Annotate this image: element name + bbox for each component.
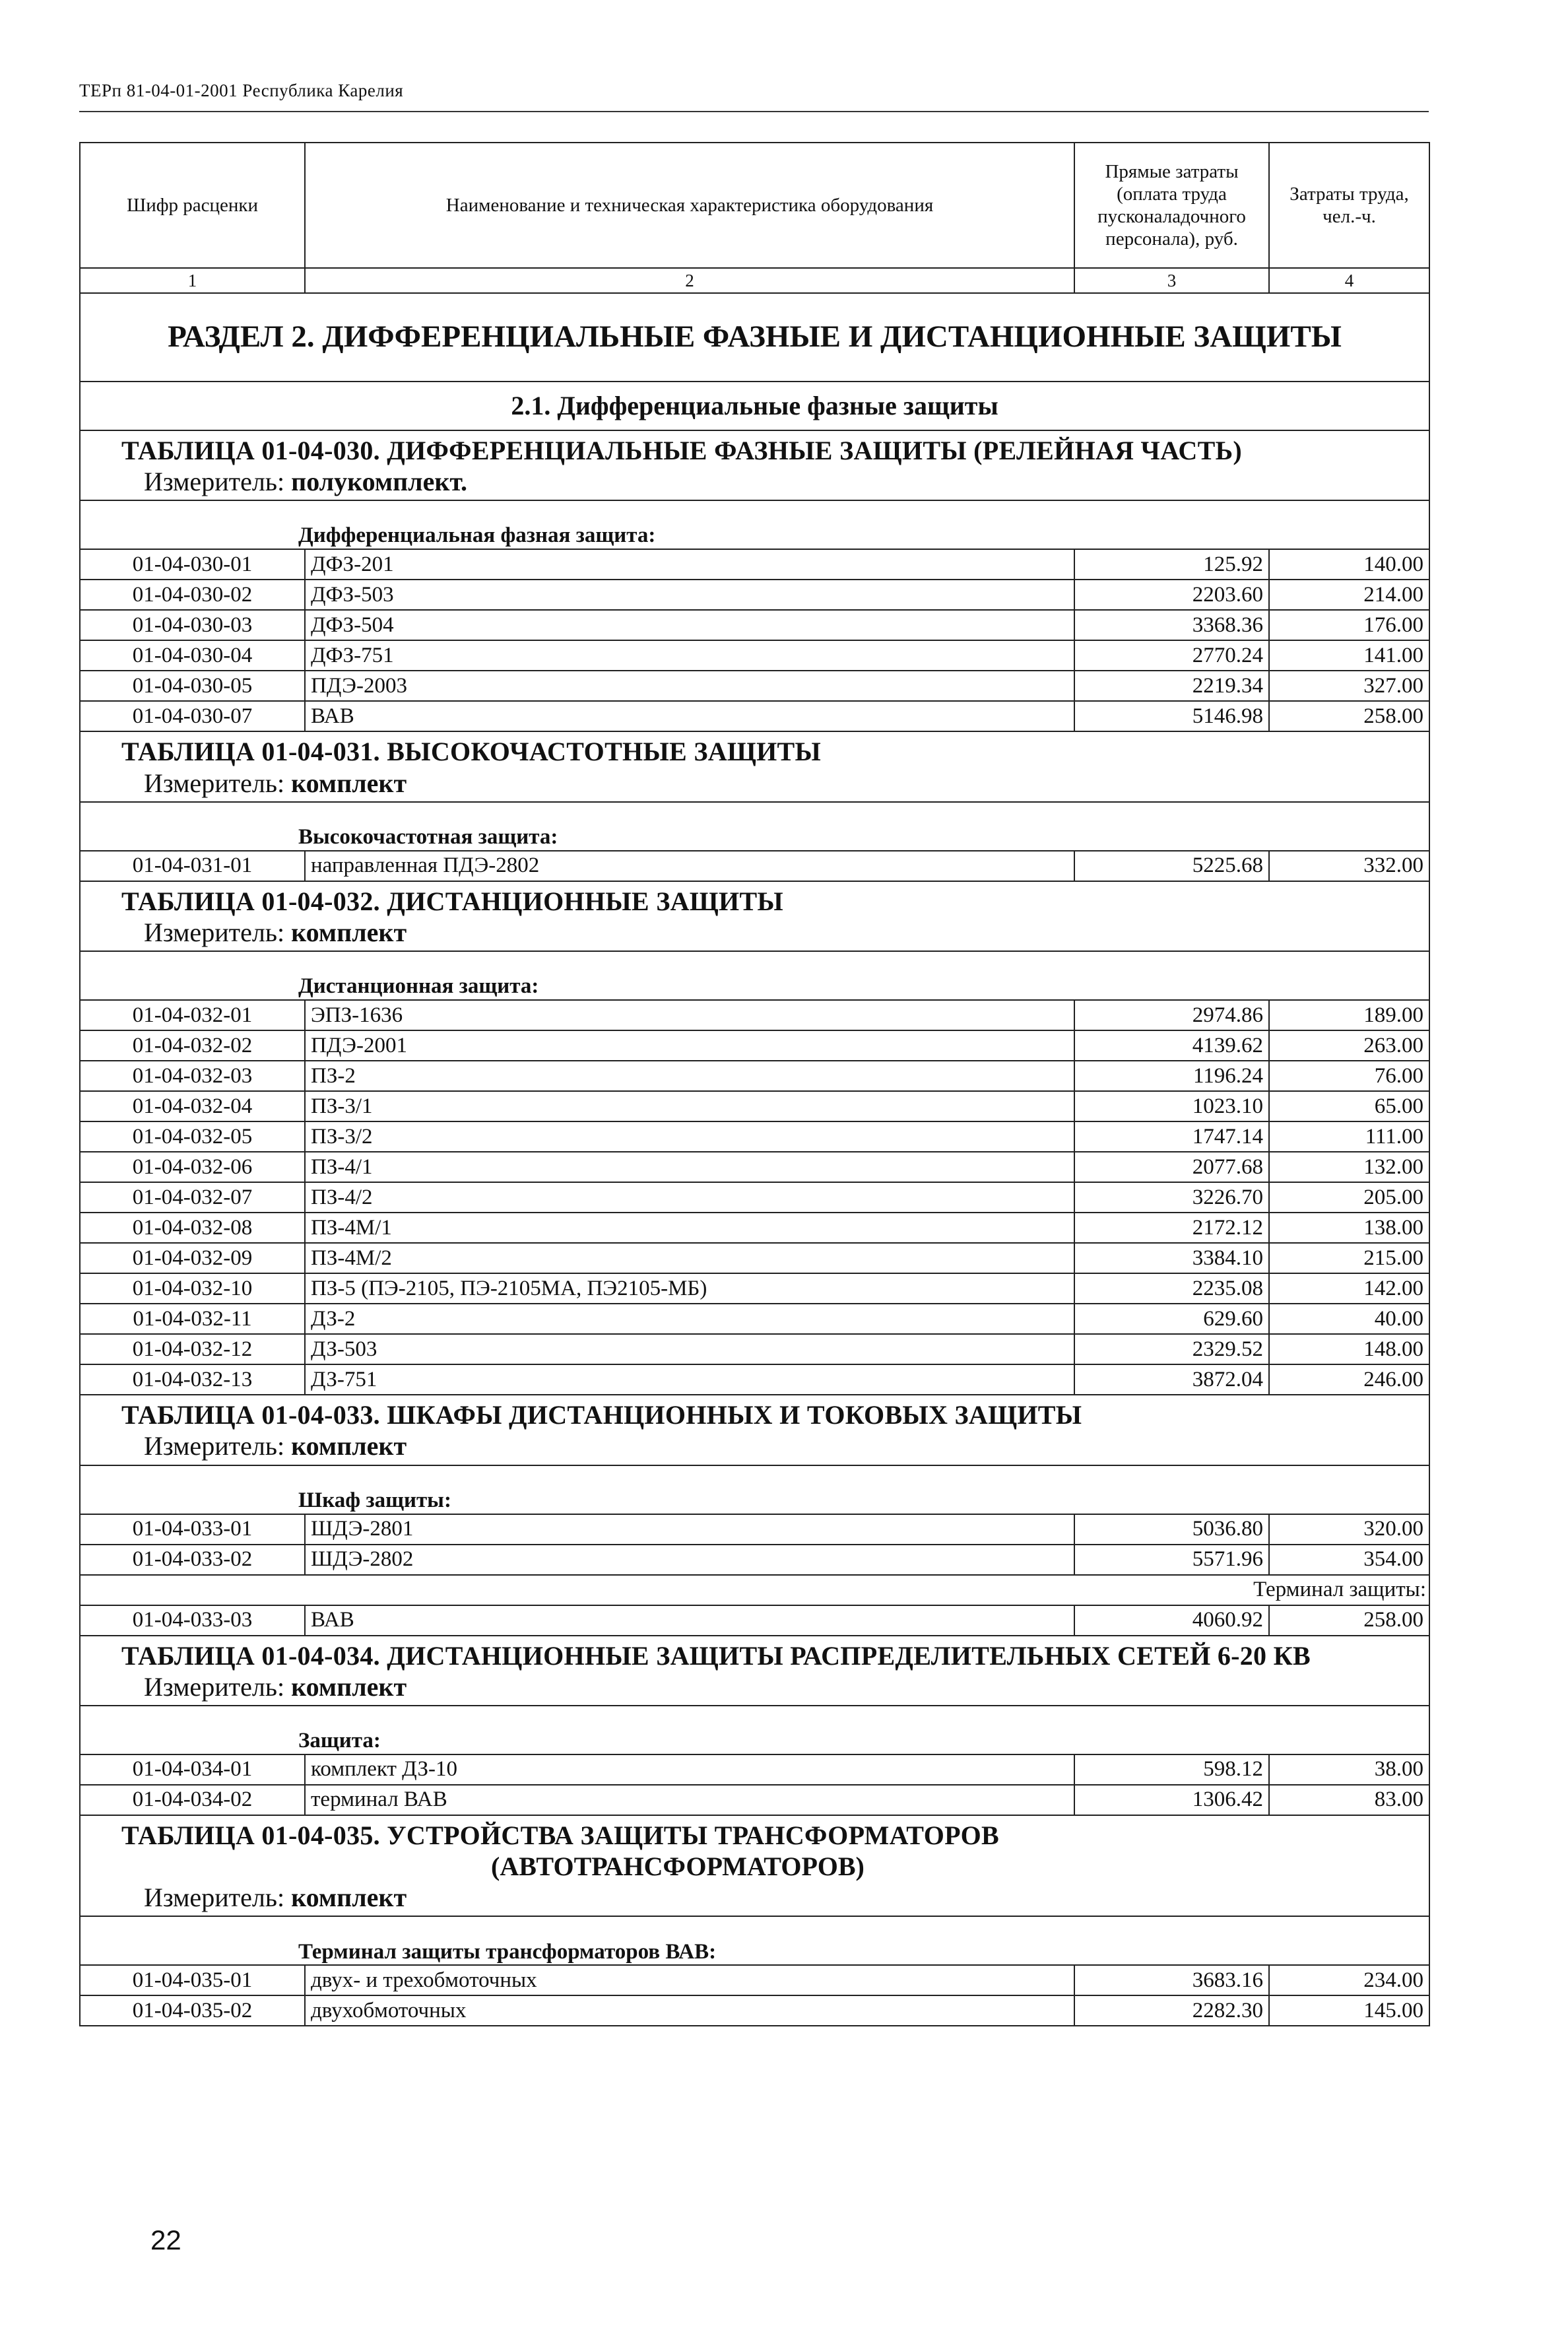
meter-value: комплект bbox=[291, 1431, 407, 1461]
direct-cost: 2219.34 bbox=[1074, 671, 1269, 701]
rate-code: 01-04-032-08 bbox=[80, 1213, 305, 1243]
table-row bbox=[80, 1243, 1429, 1273]
rate-code: 01-04-032-02 bbox=[80, 1030, 305, 1061]
table-title: ТАБЛИЦА 01-04-033. ШКАФЫ ДИСТАНЦИОННЫХ И ТОКОВЫХ ЗАЩИТЫ bbox=[121, 1400, 1082, 1430]
labor-cost: 263.00 bbox=[1269, 1030, 1429, 1061]
meter-value: комплект bbox=[291, 1883, 407, 1913]
table-title-cell bbox=[80, 1815, 1429, 1917]
column-header-code: Шифр расценки bbox=[80, 143, 305, 268]
rate-code: 01-04-034-02 bbox=[80, 1785, 305, 1815]
table-title-continuation: (АВТОТРАНСФОРМАТОРОВ) bbox=[491, 1852, 865, 1882]
direct-cost: 2770.24 bbox=[1074, 640, 1269, 671]
meter-label: Измеритель: bbox=[144, 768, 285, 798]
equipment-name: ДЗ-751 bbox=[305, 1364, 1074, 1395]
rate-code: 01-04-032-07 bbox=[80, 1182, 305, 1213]
equipment-name: ПЗ-4/2 bbox=[305, 1182, 1074, 1213]
rate-code: 01-04-032-11 bbox=[80, 1304, 305, 1334]
direct-cost: 3384.10 bbox=[1074, 1243, 1269, 1273]
equipment-name: ЭПЗ-1636 bbox=[305, 1000, 1074, 1030]
meter bbox=[121, 1882, 1418, 1913]
table-title-row bbox=[80, 881, 1429, 951]
labor-cost: 141.00 bbox=[1269, 640, 1429, 671]
table-title-cell bbox=[80, 1395, 1429, 1465]
labor-cost: 83.00 bbox=[1269, 1785, 1429, 1815]
equipment-name: ДФЗ-201 bbox=[305, 549, 1074, 580]
rate-code: 01-04-032-01 bbox=[80, 1000, 305, 1030]
rate-code: 01-04-032-03 bbox=[80, 1061, 305, 1091]
table-title-cell bbox=[80, 731, 1429, 801]
table-row bbox=[80, 1754, 1429, 1785]
equipment-name: комплект ДЗ-10 bbox=[305, 1754, 1074, 1785]
meter bbox=[121, 768, 1418, 799]
rate-code: 01-04-032-05 bbox=[80, 1121, 305, 1152]
rate-code: 01-04-031-01 bbox=[80, 851, 305, 881]
table-row bbox=[80, 851, 1429, 881]
direct-cost: 2974.86 bbox=[1074, 1000, 1269, 1030]
group-title: Шкаф защиты: bbox=[80, 1465, 1429, 1514]
table-title-row bbox=[80, 731, 1429, 801]
equipment-name: ПЗ-5 (ПЭ-2105, ПЭ-2105МА, ПЭ2105-МБ) bbox=[305, 1273, 1074, 1304]
equipment-name: ШДЭ-2802 bbox=[305, 1545, 1074, 1575]
table-row bbox=[80, 1273, 1429, 1304]
direct-cost: 4060.92 bbox=[1074, 1605, 1269, 1636]
labor-cost: 145.00 bbox=[1269, 1995, 1429, 2026]
rate-code: 01-04-032-12 bbox=[80, 1334, 305, 1364]
equipment-name: ВАВ bbox=[305, 701, 1074, 731]
table-title: ТАБЛИЦА 01-04-035. УСТРОЙСТВА ЗАЩИТЫ ТРАНСФОРМАТОРОВ bbox=[121, 1820, 1000, 1850]
group-title: Дистанционная защита: bbox=[80, 951, 1429, 1000]
equipment-name: ПЗ-2 bbox=[305, 1061, 1074, 1091]
table-header-row bbox=[80, 143, 1429, 268]
column-number: 2 bbox=[305, 268, 1074, 293]
labor-cost: 132.00 bbox=[1269, 1152, 1429, 1182]
table-row bbox=[80, 1213, 1429, 1243]
direct-cost: 2077.68 bbox=[1074, 1152, 1269, 1182]
table-row bbox=[80, 549, 1429, 580]
meter-label: Измеритель: bbox=[144, 1671, 285, 1702]
meter bbox=[121, 1430, 1418, 1461]
labor-cost: 214.00 bbox=[1269, 580, 1429, 610]
direct-cost: 125.92 bbox=[1074, 549, 1269, 580]
table-row bbox=[80, 1995, 1429, 2026]
equipment-name: ДФЗ-503 bbox=[305, 580, 1074, 610]
table-title-cell bbox=[80, 430, 1429, 500]
labor-cost: 148.00 bbox=[1269, 1334, 1429, 1364]
table-row bbox=[80, 1030, 1429, 1061]
meter-value: комплект bbox=[291, 917, 407, 947]
rate-code: 01-04-030-03 bbox=[80, 610, 305, 640]
rate-code: 01-04-030-04 bbox=[80, 640, 305, 671]
direct-cost: 1196.24 bbox=[1074, 1061, 1269, 1091]
equipment-name: двух- и трехобмоточных bbox=[305, 1965, 1074, 1995]
direct-cost: 3368.36 bbox=[1074, 610, 1269, 640]
equipment-name: ДЗ-503 bbox=[305, 1334, 1074, 1364]
table-row bbox=[80, 1514, 1429, 1545]
rate-code: 01-04-032-13 bbox=[80, 1364, 305, 1395]
labor-cost: 189.00 bbox=[1269, 1000, 1429, 1030]
rate-code: 01-04-033-02 bbox=[80, 1545, 305, 1575]
table-row bbox=[80, 1304, 1429, 1334]
direct-cost: 2172.12 bbox=[1074, 1213, 1269, 1243]
equipment-name: ПДЭ-2001 bbox=[305, 1030, 1074, 1061]
direct-cost: 4139.62 bbox=[1074, 1030, 1269, 1061]
group-row bbox=[80, 1575, 1429, 1605]
table-title: ТАБЛИЦА 01-04-034. ДИСТАНЦИОННЫЕ ЗАЩИТЫ РАСПРЕДЕЛИТЕЛЬНЫХ СЕТЕЙ 6-20 КВ bbox=[121, 1640, 1311, 1671]
subsection-row bbox=[80, 382, 1429, 430]
column-header-cost: Прямые затраты (оплата труда пусконаладочного персонала), руб. bbox=[1074, 143, 1269, 268]
direct-cost: 1747.14 bbox=[1074, 1121, 1269, 1152]
rate-code: 01-04-032-06 bbox=[80, 1152, 305, 1182]
table-row bbox=[80, 1545, 1429, 1575]
table-row bbox=[80, 1152, 1429, 1182]
group-title: Терминал защиты: bbox=[80, 1575, 1429, 1605]
labor-cost: 320.00 bbox=[1269, 1514, 1429, 1545]
labor-cost: 215.00 bbox=[1269, 1243, 1429, 1273]
direct-cost: 3683.16 bbox=[1074, 1965, 1269, 1995]
meter-value: комплект bbox=[291, 1671, 407, 1702]
labor-cost: 140.00 bbox=[1269, 549, 1429, 580]
meter bbox=[121, 917, 1418, 948]
meter bbox=[121, 1671, 1418, 1702]
table-row bbox=[80, 580, 1429, 610]
table-title-cell bbox=[80, 1636, 1429, 1706]
equipment-name: ПЗ-4/1 bbox=[305, 1152, 1074, 1182]
rate-code: 01-04-033-01 bbox=[80, 1514, 305, 1545]
rate-code: 01-04-032-04 bbox=[80, 1091, 305, 1121]
group-title: Защита: bbox=[80, 1706, 1429, 1754]
table-title-row bbox=[80, 1395, 1429, 1465]
meter-label: Измеритель: bbox=[144, 917, 285, 947]
equipment-name: ПЗ-4М/2 bbox=[305, 1243, 1074, 1273]
column-number: 3 bbox=[1074, 268, 1269, 293]
table-row bbox=[80, 1182, 1429, 1213]
meter-label: Измеритель: bbox=[144, 1431, 285, 1461]
table-row bbox=[80, 1334, 1429, 1364]
rate-code: 01-04-032-10 bbox=[80, 1273, 305, 1304]
table-title: ТАБЛИЦА 01-04-031. ВЫСОКОЧАСТОТНЫЕ ЗАЩИТЫ bbox=[121, 737, 822, 767]
equipment-name: ДФЗ-504 bbox=[305, 610, 1074, 640]
rate-code: 01-04-033-03 bbox=[80, 1605, 305, 1636]
labor-cost: 258.00 bbox=[1269, 701, 1429, 731]
page-header: ТЕРп 81-04-01-2001 Республика Карелия bbox=[79, 81, 404, 100]
labor-cost: 205.00 bbox=[1269, 1182, 1429, 1213]
meter-label: Измеритель: bbox=[144, 467, 285, 497]
table-row bbox=[80, 1121, 1429, 1152]
rate-code: 01-04-030-01 bbox=[80, 549, 305, 580]
labor-cost: 138.00 bbox=[1269, 1213, 1429, 1243]
direct-cost: 5146.98 bbox=[1074, 701, 1269, 731]
direct-cost: 1306.42 bbox=[1074, 1785, 1269, 1815]
equipment-name: ПЗ-4М/1 bbox=[305, 1213, 1074, 1243]
equipment-name: ВАВ bbox=[305, 1605, 1074, 1636]
table-title-row bbox=[80, 430, 1429, 500]
table-row bbox=[80, 640, 1429, 671]
section-row bbox=[80, 293, 1429, 382]
labor-cost: 176.00 bbox=[1269, 610, 1429, 640]
rate-code: 01-04-030-05 bbox=[80, 671, 305, 701]
equipment-name: ДФЗ-751 bbox=[305, 640, 1074, 671]
labor-cost: 234.00 bbox=[1269, 1965, 1429, 1995]
direct-cost: 5036.80 bbox=[1074, 1514, 1269, 1545]
column-number: 4 bbox=[1269, 268, 1429, 293]
column-header-labor: Затраты труда, чел.-ч. bbox=[1269, 143, 1429, 268]
equipment-name: ПЗ-3/2 bbox=[305, 1121, 1074, 1152]
direct-cost: 5225.68 bbox=[1074, 851, 1269, 881]
column-number-row bbox=[80, 268, 1429, 293]
meter-value: полукомплект. bbox=[291, 467, 468, 497]
equipment-name: ДЗ-2 bbox=[305, 1304, 1074, 1334]
table-title-cell bbox=[80, 881, 1429, 951]
meter bbox=[121, 466, 1418, 497]
rate-code: 01-04-030-02 bbox=[80, 580, 305, 610]
rate-code: 01-04-035-01 bbox=[80, 1965, 305, 1995]
group-title: Высокочастотная защита: bbox=[80, 802, 1429, 851]
labor-cost: 142.00 bbox=[1269, 1273, 1429, 1304]
equipment-name: ПДЭ-2003 bbox=[305, 671, 1074, 701]
labor-cost: 65.00 bbox=[1269, 1091, 1429, 1121]
subsection-title: 2.1. Дифференциальные фазные защиты bbox=[80, 382, 1429, 430]
rate-code: 01-04-030-07 bbox=[80, 701, 305, 731]
direct-cost: 2235.08 bbox=[1074, 1273, 1269, 1304]
table-title-row bbox=[80, 1815, 1429, 1917]
group-row bbox=[80, 1916, 1429, 1965]
labor-cost: 332.00 bbox=[1269, 851, 1429, 881]
direct-cost: 2203.60 bbox=[1074, 580, 1269, 610]
labor-cost: 327.00 bbox=[1269, 671, 1429, 701]
header-rule bbox=[79, 111, 1429, 112]
group-row bbox=[80, 802, 1429, 851]
table-title-row bbox=[80, 1636, 1429, 1706]
group-title: Терминал защиты трансформаторов ВАВ: bbox=[80, 1916, 1429, 1965]
direct-cost: 2282.30 bbox=[1074, 1995, 1269, 2026]
table-row bbox=[80, 1364, 1429, 1395]
group-title: Дифференциальная фазная защита: bbox=[80, 500, 1429, 549]
labor-cost: 246.00 bbox=[1269, 1364, 1429, 1395]
labor-cost: 38.00 bbox=[1269, 1754, 1429, 1785]
rate-code: 01-04-035-02 bbox=[80, 1995, 305, 2026]
table-row bbox=[80, 610, 1429, 640]
table-title: ТАБЛИЦА 01-04-032. ДИСТАНЦИОННЫЕ ЗАЩИТЫ bbox=[121, 886, 784, 916]
group-row bbox=[80, 1465, 1429, 1514]
rates-table bbox=[79, 142, 1430, 2026]
meter-label: Измеритель: bbox=[144, 1883, 285, 1913]
table-row bbox=[80, 1605, 1429, 1636]
direct-cost: 5571.96 bbox=[1074, 1545, 1269, 1575]
table-row bbox=[80, 671, 1429, 701]
table-row bbox=[80, 1091, 1429, 1121]
table-row bbox=[80, 1000, 1429, 1030]
meter-value: комплект bbox=[291, 768, 407, 798]
labor-cost: 111.00 bbox=[1269, 1121, 1429, 1152]
equipment-name: двухобмоточных bbox=[305, 1995, 1074, 2026]
labor-cost: 40.00 bbox=[1269, 1304, 1429, 1334]
direct-cost: 2329.52 bbox=[1074, 1334, 1269, 1364]
table-title: ТАБЛИЦА 01-04-030. ДИФФЕРЕНЦИАЛЬНЫЕ ФАЗНЫЕ ЗАЩИТЫ (РЕЛЕЙНАЯ ЧАСТЬ) bbox=[121, 436, 1242, 465]
direct-cost: 598.12 bbox=[1074, 1754, 1269, 1785]
group-row bbox=[80, 1706, 1429, 1754]
equipment-name: ПЗ-3/1 bbox=[305, 1091, 1074, 1121]
section-title: РАЗДЕЛ 2. ДИФФЕРЕНЦИАЛЬНЫЕ ФАЗНЫЕ И ДИСТАНЦИОННЫЕ ЗАЩИТЫ bbox=[80, 293, 1429, 382]
equipment-name: ШДЭ-2801 bbox=[305, 1514, 1074, 1545]
labor-cost: 258.00 bbox=[1269, 1605, 1429, 1636]
equipment-name: терминал ВАВ bbox=[305, 1785, 1074, 1815]
table-row bbox=[80, 1785, 1429, 1815]
labor-cost: 76.00 bbox=[1269, 1061, 1429, 1091]
table-row bbox=[80, 1965, 1429, 1995]
equipment-name: направленная ПДЭ-2802 bbox=[305, 851, 1074, 881]
group-row bbox=[80, 951, 1429, 1000]
labor-cost: 354.00 bbox=[1269, 1545, 1429, 1575]
column-number: 1 bbox=[80, 268, 305, 293]
column-header-name: Наименование и техническая характеристика оборудования bbox=[305, 143, 1074, 268]
page-number: 22 bbox=[150, 2224, 181, 2255]
direct-cost: 3226.70 bbox=[1074, 1182, 1269, 1213]
direct-cost: 3872.04 bbox=[1074, 1364, 1269, 1395]
group-row bbox=[80, 500, 1429, 549]
rate-code: 01-04-034-01 bbox=[80, 1754, 305, 1785]
table-row bbox=[80, 701, 1429, 731]
table-row bbox=[80, 1061, 1429, 1091]
direct-cost: 629.60 bbox=[1074, 1304, 1269, 1334]
direct-cost: 1023.10 bbox=[1074, 1091, 1269, 1121]
rate-code: 01-04-032-09 bbox=[80, 1243, 305, 1273]
